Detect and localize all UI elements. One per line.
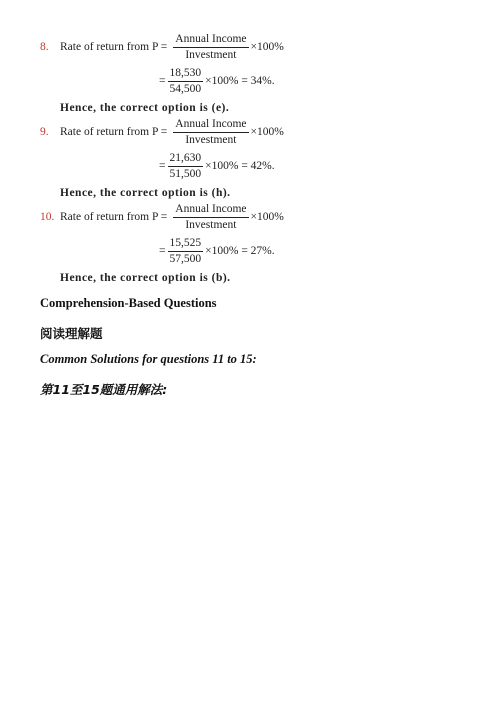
solution-q9 bbox=[40, 115, 284, 199]
equals-sign: = bbox=[159, 245, 166, 257]
question-number: 9. bbox=[40, 126, 49, 138]
formula-line bbox=[40, 30, 284, 64]
subheading-chinese: 第11至15题通用解法: bbox=[40, 382, 168, 397]
formula-label: Rate of return from P = bbox=[60, 211, 168, 223]
subheading-english: Common Solutions for questions 11 to 15: bbox=[40, 352, 257, 366]
section-heading-chinese: 阅读理解题 bbox=[40, 326, 103, 341]
equals-sign: = bbox=[159, 75, 166, 87]
formula-line bbox=[40, 115, 284, 149]
solution-q10 bbox=[40, 200, 284, 284]
answer-statement: Hence, the correct option is (h). bbox=[60, 187, 231, 199]
formula-multiplier: ×100% bbox=[250, 126, 284, 138]
result-line bbox=[159, 64, 284, 98]
result-tail: ×100% = 34%. bbox=[205, 75, 275, 87]
formula-label: Rate of return from P = bbox=[60, 126, 168, 138]
question-number: 8. bbox=[40, 41, 49, 53]
section-heading-english: Comprehension-Based Questions bbox=[40, 296, 217, 310]
equals-sign: = bbox=[159, 160, 166, 172]
result-numerator: 15,525 bbox=[168, 237, 204, 252]
result-numerator: 18,530 bbox=[168, 67, 204, 82]
result-denominator: 57,500 bbox=[169, 252, 202, 265]
result-tail: ×100% = 42%. bbox=[205, 160, 275, 172]
result-line bbox=[159, 149, 284, 183]
formula-line bbox=[40, 200, 284, 234]
formula-denominator: Investment bbox=[185, 218, 237, 231]
answer-statement: Hence, the correct option is (e). bbox=[60, 102, 230, 114]
result-numerator: 21,630 bbox=[168, 152, 204, 167]
answer-statement: Hence, the correct option is (b). bbox=[60, 272, 231, 284]
formula-fraction bbox=[173, 33, 248, 62]
formula-numerator: Annual Income bbox=[173, 203, 248, 218]
formula-denominator: Investment bbox=[185, 48, 237, 61]
result-fraction bbox=[168, 152, 204, 181]
formula-label: Rate of return from P = bbox=[60, 41, 168, 53]
result-denominator: 54,500 bbox=[169, 82, 202, 95]
solution-q8 bbox=[40, 30, 284, 114]
result-tail: ×100% = 27%. bbox=[205, 245, 275, 257]
formula-numerator: Annual Income bbox=[173, 33, 248, 48]
question-number: 10. bbox=[40, 211, 55, 223]
formula-numerator: Annual Income bbox=[173, 118, 248, 133]
formula-fraction bbox=[173, 118, 248, 147]
formula-multiplier: ×100% bbox=[250, 41, 284, 53]
result-denominator: 51,500 bbox=[169, 167, 202, 180]
formula-fraction bbox=[173, 203, 248, 232]
result-fraction bbox=[168, 67, 204, 96]
result-fraction bbox=[168, 237, 204, 266]
formula-multiplier: ×100% bbox=[250, 211, 284, 223]
formula-denominator: Investment bbox=[185, 133, 237, 146]
result-line bbox=[159, 234, 284, 268]
